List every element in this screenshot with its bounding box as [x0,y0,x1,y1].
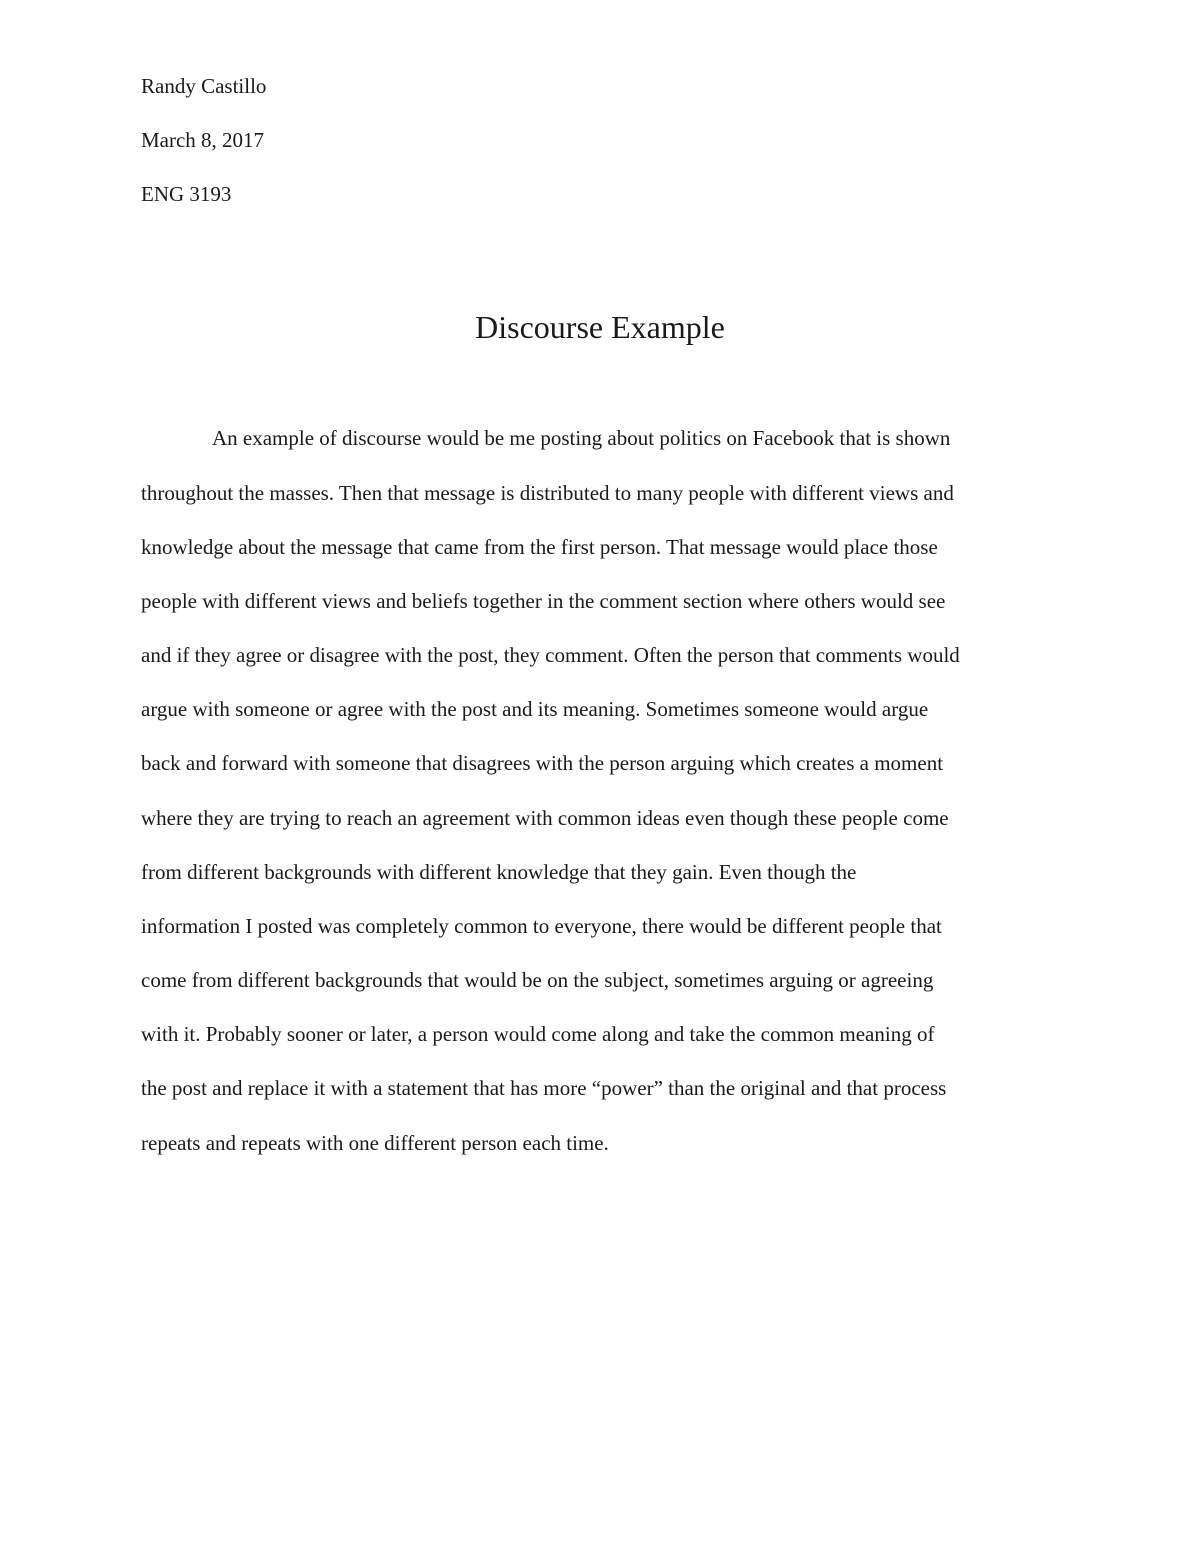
paragraph-line: the post and replace it with a statement that has more “power” than the original and that process [141,1076,947,1100]
document-date: March 8, 2017 [141,128,265,152]
paragraph-line: information I posted was completely common to everyone, there would be different people that [141,914,942,938]
paragraph-line: come from different backgrounds that would be on the subject, sometimes arguing or agreeing [141,968,934,992]
paragraph-line: knowledge about the message that came from the first person. That message would place those [141,535,938,559]
paragraph-line: An example of discourse would be me posting about politics on Facebook that is shown [212,426,951,450]
paragraph-line: throughout the masses. Then that message is distributed to many people with different views and [141,481,954,505]
paragraph-line: with it. Probably sooner or later, a person would come along and take the common meaning of [141,1022,935,1046]
paragraph-line: back and forward with someone that disagrees with the person arguing which creates a moment [141,751,944,775]
paragraph-line: from different backgrounds with different knowledge that they gain. Even though the [141,860,857,884]
paragraph-line: repeats and repeats with one different person each time. [141,1131,609,1155]
author-name: Randy Castillo [141,74,267,98]
paragraph-line: people with different views and beliefs together in the comment section where others would see [141,589,946,613]
paragraph-line: where they are trying to reach an agreement with common ideas even though these people come [141,806,949,830]
course-code: ENG 3193 [141,182,232,206]
paragraph-line: argue with someone or agree with the post and its meaning. Sometimes someone would argue [141,697,929,721]
document-title: Discourse Example [475,309,725,345]
paragraph-line: and if they agree or disagree with the post, they comment. Often the person that comments would [141,643,960,667]
